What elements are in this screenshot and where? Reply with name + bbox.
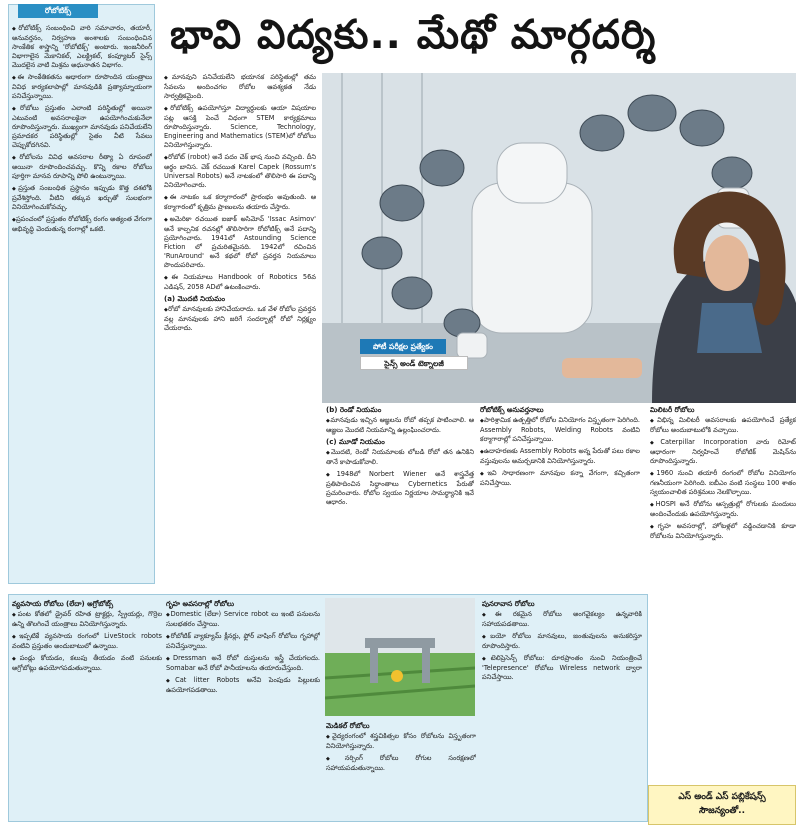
bottom-column-3 xyxy=(326,720,476,820)
subheading: పునరావాస రోబోలు xyxy=(482,600,535,608)
subheading: (c) మూడో నియమం xyxy=(326,438,385,446)
paragraph: ◆ ఈ సాంకేతికతను ఆధారంగా రూపొందిన యంత్రాలు వివిధ కార్యకలాపాల్లో మానవుడికి ప్రత్యామ్నాయంగా పనిచేస్తున్నాయి. xyxy=(12,73,152,101)
paragraph: ◆ మొదటి, రెండో నియమాలకు లోబడి రోబో తన ఉనికిని తానే కాపాడుకోవాలి. xyxy=(326,448,474,467)
bottom-column-2 xyxy=(166,598,320,818)
paragraph: ◆ ఈ రకమైన రోబోలు అంగవైకల్యం ఉన్నవారికి సహాయపడతాయి. xyxy=(482,610,642,629)
science-badge: సైన్స్ అండ్ టెక్నాలజీ xyxy=(360,356,468,370)
paragraph: ◆ మానవుని పనిచేయలేని భయానక పరిస్థితుల్లో తమ సేవలను అందించగల రోబోల ఆవశ్యకత నేడు సార్వత్రికమైంది. xyxy=(164,73,316,101)
subheading: రోబోటిక్స్ అనువర్తనాలు xyxy=(480,406,544,414)
paragraph: ◆ Domestic (లేదా) Service robot లు ఇంటి పనులను సులభతరం చేస్తాయి. xyxy=(166,610,320,629)
paragraph: ◆ విభిన్న మిలిటరీ అవసరాలకు ఉపయోగించే ప్రత్యేక రోబోలు అందుబాటులోకి వచ్చాయి. xyxy=(650,416,796,435)
credit-line-1: ఎస్ అండ్ ఎస్ పబ్లికేషన్స్ xyxy=(678,792,766,802)
paragraph: ◆ వైద్యరంగంలో శస్త్రచికిత్సల కోసం రోబోలను విస్తృతంగా వినియోగిస్తున్నారు. xyxy=(326,732,476,751)
subheading: మెడికల్ రోబోలు xyxy=(326,722,370,730)
column-4 xyxy=(480,404,640,592)
farm-illustration xyxy=(325,598,475,716)
paragraph: ◆ రోబోటిక్స్ సంబంధించి వారి సమాచారం, తయారీ, అనువర్తనం, నిర్వహణ అంశాలకు సంబంధించిన సాంకేతిక శాస్త్రాన్ని 'రోబోటిక్స్' అంటారు. ఇంజనీరింగ్ విభాగాలైన మెకానికల్, ఎలక్ట్రికల్, కంప్యూటర్ సైన్స్ మొదలైన వాటి మిశ్రమ అధునాతన విభాగం. xyxy=(12,24,152,70)
column-3 xyxy=(326,404,474,592)
paragraph: ◆ రోబోలను వివిధ అవసరాల రీత్యా ఏ రూపంలో అయినా రూపొందించవచ్చు. కొన్ని రకాల రోబోలు పూర్తిగా మానవ రూపాన్ని పోలి ఉంటున్నాయి. xyxy=(12,153,152,181)
subheading: మిలిటరీ రోబోలు xyxy=(650,406,695,414)
column-2 xyxy=(164,73,316,591)
paragraph: ◆ రోబోటిక్ వ్యాక్యూమ్ క్లీనర్లు, ఫ్లోర్ వాషింగ్ రోబోలు గృహాల్లో పనిచేస్తున్నాయి. xyxy=(166,632,320,651)
column-5 xyxy=(650,404,796,780)
paragraph: ◆ ప్రపంచంలో ప్రస్తుతం రోబోటిక్స్ రంగం అత్యంత వేగంగా అభివృద్ధి చెందుతున్న రంగాల్లో ఒకటి. xyxy=(12,215,152,234)
subheading: గృహ అవసరాల్లో రోబోలు xyxy=(166,600,235,608)
paragraph: ◆ గృహ అవసరాల్లో, హోటళ్లలో వడ్డించడానికి కూడా రోబోలను వినియోగిస్తున్నారు. xyxy=(650,522,796,541)
paragraph: ◆ పండ్లు కోయడం, కలుపు తీయడం వంటి పనులకు అగ్రోబోట్లు ఉపయోగపడుతున్నాయి. xyxy=(12,654,162,673)
subheading: (b) రెండో నియమం xyxy=(326,406,382,414)
paragraph: ◆ పారిశ్రామిక ఉత్పత్తిలో రోబోల వినియోగం విస్తృతంగా పెరిగింది. Assembly Robots, Welding Robots వంటివి కర్మాగారాల్లో పనిచేస్తున్నాయి. xyxy=(480,416,640,444)
publisher-credit xyxy=(648,785,796,825)
paragraph: ◆ పంట కోతలో డ్రైవర్ రహిత ట్రాక్టర్లు, స్ప్రేయర్లు, గొర్రెల ఉన్ని తొలగించే యంత్రాలు వినియోగిస్తున్నారు. xyxy=(12,610,162,629)
paragraph: ◆ రోబో మానవులకు హానిచేయరాదు. ఒక వేళ రోబోల ప్రవర్తన వల్ల మానవులకు హాని జరిగే సందర్భాల్లో రోబో నిర్లక్ష్యం చేయరాదు. xyxy=(164,305,316,333)
paragraph: ◆ రోబోట్ (robot) అనే పదం చెక్ భాష నుంచి వచ్చింది. దీని అర్థం బానిస. చెక్ రచయిత Karel Capek (Rossum's Universal Robots) అనే నాటకంలో తొలిసారి ఈ పదాన్ని వినియోగించారు. xyxy=(164,153,316,190)
paragraph: ◆ మానవుడు ఇచ్చిన ఆజ్ఞలను రోబో తప్పక పాటించాలి. ఆ ఆజ్ఞలు మొదటి నియమాన్ని ఉల్లంఘించరాదు. xyxy=(326,416,474,435)
paragraph: ◆ ఉదాహరణకు Assembly Robots అన్న పేరుతో పలు రకాల వస్తువులను అమర్చడానికి వినియోగిస్తున్నారు. xyxy=(480,447,640,466)
paragraph: ◆ 1960 నుంచి తయారీ రంగంలో రోబోల వినియోగం గణనీయంగా పెరిగింది. ఐబీఎం వంటి సంస్థలు 100 శాతం స్వయంచాలిత పరిశ్రమలు నెలకొల్పాయి. xyxy=(650,469,796,497)
paragraph: ◆ టెలిప్రెసెన్స్ రోబోలు: దూరప్రాంతం నుంచి నియంత్రించే 'Telepresence' రోబోలు Wireless network ద్వారా పనిచేస్తాయి. xyxy=(482,654,642,682)
farm-robot-photo xyxy=(325,598,475,716)
paragraph: ◆ రోబోటిక్స్ ఉపయోగిస్తూ విద్యార్థులకు ఆయా విషయాల పట్ల ఆసక్తి పెంచే విధంగా STEM కార్యక్రమాలు రూపొందిస్తున్నారు. Science, Technology, Engineering and Mathematics (STEM)లో రోబోలు వినియోగిస్తున్నారు. xyxy=(164,104,316,150)
paragraph: ◆ 1948లో Norbert Wiener అనే శాస్త్రవేత్త ప్రతిపాదించిన సిద్ధాంతాలు Cybernetics పేరుతో ప్రచురించారు. రోబోల స్వయం నిర్ణయాల సామర్థ్యానికి ఇవే ఆధారం. xyxy=(326,470,474,507)
paragraph: ◆ Cat litter Robots అనేవి పెంపుడు పిల్లులకు ఉపయోగపడతాయి. xyxy=(166,676,320,695)
paragraph: ◆ ఇప్పటికే వ్యవసాయ రంగంలో LiveStock robots వంటివి ప్రస్తుతం అందుబాటులో ఉన్నాయి. xyxy=(12,632,162,651)
paragraph: ◆ ఈ నియమాలు Handbook of Robotics 56వ ఎడిషన్, 2058 ADలో ఉటంకించారు. xyxy=(164,273,316,292)
paragraph: ◆ ఇవి సాధారణంగా మానవుల కన్నా వేగంగా, కచ్చితంగా పనిచేస్తాయి. xyxy=(480,469,640,488)
paragraph: ◆ ఈ నాటకం ఒక కర్మాగారంలో ప్రారంభం అవుతుంది. ఆ కర్మాగారంలో కృత్రిమ ప్రాణులను తయారు చేస్తారు. xyxy=(164,193,316,212)
headline: భావి విద్యకు.. మేథో మార్గదర్శి xyxy=(170,12,657,58)
bottom-column-1 xyxy=(12,598,162,818)
paragraph: ◆ HOSPI అనే రోబోను ఆస్పత్రుల్లో రోగులకు మందులు అందించేందుకు ఉపయోగిస్తున్నారు. xyxy=(650,500,796,519)
bottom-column-4 xyxy=(482,598,642,818)
paragraph: ◆ రోబోలు ప్రస్తుతం ఎలాంటి పరిస్థితుల్లో అయినా ఎటువంటి అవసరాలకైనా ఉపయోగించుకునేలా రూపొందిస్తున్నారు. ముఖ్యంగా మానవుడు పనిచేయలేని ప్రమాదకర పరిస్థితుల్లో సైతం వీటి సేవలు చెప్పుకోదగినవి. xyxy=(12,104,152,150)
paragraph: ◆ Dressman అనే రోబో దుస్తులను ఇస్త్రీ చేయగలదు. Somabar అనే రోబో పానీయాలను తయారుచేస్తుంది. xyxy=(166,654,320,673)
credit-line-2: సౌజన్యంతో.. xyxy=(698,806,746,816)
paragraph: ◆ Caterpillar Incorporation వారు రిమోట్ ఆధారంగా నిర్వహించే రోబోటిక్ మెషిన్‌ను రూపొందిస్తున్నారు. xyxy=(650,438,796,466)
subheading: (a) మొదటి నియమం xyxy=(164,295,226,303)
column-1 xyxy=(12,24,152,580)
paragraph: ◆ బయో రోబోలు మానవులు, జంతువులను అనుకరిస్తూ రూపొందిస్తారు. xyxy=(482,632,642,651)
paragraph: ◆ అమెరికా రచయిత ఐజాక్ అసిమోవ్ 'Issac Asimov' అనే కాల్పనిక రచనల్లో తొలిసారిగా రోబోటిక్స్ అనే పదాన్ని ప్రయోగించారు. 1941లో Astounding Science Fiction లో ప్రచురితమైనది. 1942లో రచించిన 'RunAround' అనే కథలో రోబో ప్రవర్తన నియమాలు పొందుపరిచారు. xyxy=(164,215,316,270)
subheading: వ్యవసాయ రోబోలు (లేదా) అగ్రోబోట్స్ xyxy=(12,600,114,608)
competition-badge: పోటీ పరీక్షల ప్రత్యేకం xyxy=(360,339,446,354)
paragraph: ◆ నర్సింగ్ రోబోలు రోగుల సంరక్షణలో సహాయపడుతున్నాయి. xyxy=(326,754,476,773)
paragraph: ◆ ప్రస్తుత సంబంధిత ప్రస్థానం ఇప్పుడు కొత్త దశలోకి ప్రవేశిస్తోంది. వీటిని తక్కువ ఖర్చుతో సులభంగా వినియోగించుకోవచ్చు. xyxy=(12,184,152,212)
section-tag: రోబోటిక్స్ xyxy=(18,4,98,18)
